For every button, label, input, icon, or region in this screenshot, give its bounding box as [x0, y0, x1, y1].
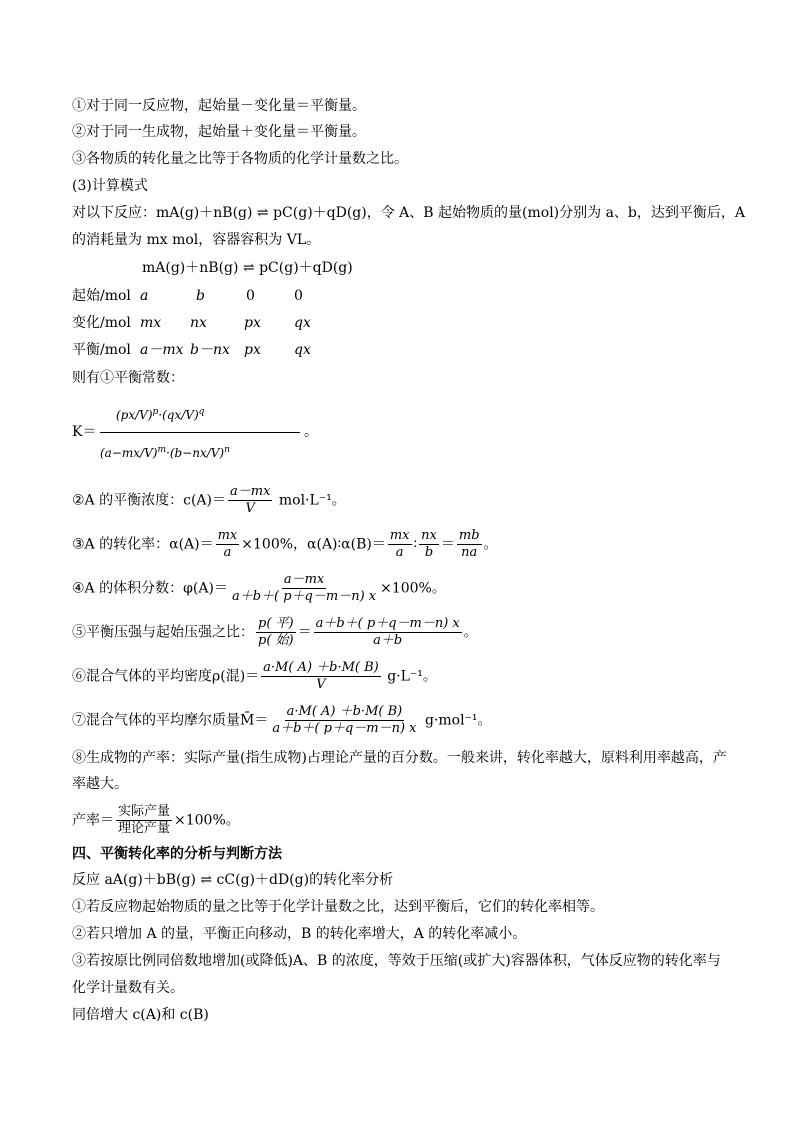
- text-line-6: 的消耗量为 mx mol，容器容积为 VL。: [72, 232, 321, 248]
- formula-k-label: K＝: [72, 424, 97, 440]
- l11-num1: mx: [217, 528, 238, 543]
- formula-k-end: 。: [304, 424, 318, 440]
- l18-den: 理论产量: [118, 821, 171, 836]
- text-line-13: [72, 616, 478, 649]
- l14-suffix: g·L⁻¹。: [382, 668, 437, 685]
- l13-fraction-2: [314, 616, 462, 649]
- cell-c: px: [244, 342, 261, 358]
- cell-b: b－nx: [190, 342, 230, 358]
- l15-suffix: g·mol⁻¹。: [420, 712, 492, 729]
- l10-suffix: mol·L⁻¹。: [274, 492, 346, 509]
- l11-den2: a: [395, 545, 404, 560]
- l18-suffix: ×100%。: [174, 812, 240, 829]
- table-row: [72, 286, 372, 306]
- table-equation: mA(g)＋nB(g) ⇌ pC(g)＋qD(g): [142, 260, 353, 276]
- l10-fraction: [228, 484, 272, 517]
- k-den-right: (b−nx/V): [169, 446, 225, 460]
- k-num-left-exp: p: [152, 407, 159, 417]
- l14-num: a·M( A) ＋b·M( B): [263, 660, 379, 675]
- text-line-20: 反应 aA(g)＋bB(g) ⇌ cC(g)＋dD(g)的转化率分析: [72, 872, 394, 888]
- text-line-8: 则有①平衡常数：: [72, 370, 184, 386]
- k-den-left: (a−mx/V): [100, 446, 158, 460]
- l11-num4: mb: [458, 528, 480, 543]
- k-den-right-exp: n: [224, 445, 230, 455]
- text-line-3: ③各物质的转化量之比等于各物质的化学计量数之比。: [72, 151, 408, 167]
- text-line-5: 对以下反应：mA(g)＋nB(g) ⇌ pC(g)＋qD(g)，令 A、B 起始物质的量(mol)分别为 a、b，达到平衡后，A: [72, 205, 745, 221]
- l11-den4: na: [461, 545, 478, 560]
- k-num-right-exp: q: [198, 407, 205, 417]
- l14-den: V: [316, 677, 326, 692]
- row-label: 平衡/mol: [72, 342, 131, 358]
- text-line-12: [72, 572, 446, 605]
- k-num-dot: ·: [158, 408, 163, 422]
- yield-formula: [72, 804, 240, 837]
- l11-fraction-3: [419, 528, 439, 561]
- l14-fraction: [261, 660, 381, 693]
- k-num-right: (qx/V): [162, 408, 199, 422]
- cell-d: 0: [294, 288, 303, 304]
- text-line-23: ③若按原比例同倍数地增加(或降低)A、B 的浓度，等效于压缩(或扩大)容器体积，气体反应物的转化率与: [72, 953, 721, 969]
- cell-c: 0: [246, 288, 255, 304]
- l11-end: 。: [483, 536, 498, 553]
- l12-prefix: ④A 的体积分数：φ(A)＝: [72, 580, 228, 597]
- l10-num: a－mx: [230, 484, 271, 499]
- l15-fraction: [270, 704, 418, 737]
- l15-den: a＋b＋( p＋q－m－n) x: [272, 721, 417, 736]
- l15-prefix: ⑦混合气体的平均摩尔质量M̄＝: [72, 712, 269, 729]
- cell-c: px: [244, 315, 261, 331]
- l11-den3: b: [424, 545, 434, 560]
- cell-d: qx: [294, 315, 311, 331]
- l12-num: a－mx: [283, 572, 325, 587]
- l10-den: V: [245, 501, 255, 516]
- l11-fraction-4: [457, 528, 482, 561]
- l18-num: 实际产量: [118, 804, 171, 819]
- l13-num2: a＋b＋( p＋q－m－n) x: [315, 616, 460, 631]
- l11-mid: ×100%，α(A)∶α(B)＝: [241, 536, 386, 553]
- text-line-2: ②对于同一生成物，起始量＋变化量＝平衡量。: [72, 124, 366, 140]
- l10-prefix: ②A 的平衡浓度：c(A)＝: [72, 492, 226, 509]
- l18-fraction: [116, 804, 172, 837]
- l13-den1: p( 始): [258, 633, 294, 648]
- l11-colon: ∶: [413, 536, 418, 553]
- cell-a: a－mx: [140, 342, 184, 358]
- l11-den1: a: [223, 545, 232, 560]
- l13-den2: a＋b: [373, 633, 403, 648]
- text-line-24: 化学计量数有关。: [72, 980, 184, 996]
- l15-num: a·M( A) ＋b·M( B): [286, 704, 403, 719]
- text-line-21: ①若反应物起始物质的量之比等于化学计量数之比，达到平衡后，它们的转化率相等。: [72, 899, 604, 915]
- cell-a: mx: [140, 315, 162, 331]
- section-heading-four: 四、平衡转化率的分析与判断方法: [72, 846, 282, 862]
- text-line-25: 同倍增大 c(A)和 c(B): [72, 1007, 209, 1023]
- l13-num1: p( 平): [258, 616, 294, 631]
- l18-prefix: 产率＝: [72, 812, 114, 829]
- l12-fraction: [230, 572, 378, 605]
- text-line-17: 率越大。: [72, 776, 128, 792]
- cell-b: nx: [190, 315, 207, 331]
- cell-d: qx: [294, 342, 311, 358]
- l12-den: a＋b＋( p＋q－m－n) x: [231, 589, 377, 604]
- formula-k-fraction: [100, 398, 300, 470]
- text-line-16: ⑧生成物的产率：实际产量(指生成物)占理论产量的百分数。一般来讲，转化率越大，原料利用率越高，产: [72, 750, 727, 766]
- k-num-left: (px/V): [116, 408, 153, 422]
- l13-prefix: ⑤平衡压强与起始压强之比：: [72, 624, 254, 641]
- row-label: 起始/mol: [72, 288, 131, 304]
- table-row: [72, 340, 372, 360]
- table-row: [72, 313, 372, 333]
- text-line-10: [72, 484, 346, 517]
- l13-fraction-1: [256, 616, 296, 649]
- k-den-dot: ·: [165, 446, 170, 460]
- row-label: 变化/mol: [72, 315, 131, 331]
- text-line-15: [72, 704, 492, 737]
- l13-end: 。: [463, 624, 478, 641]
- text-line-1: ①对于同一反应物，起始量－变化量＝平衡量。: [72, 98, 366, 114]
- l14-prefix: ⑥混合气体的平均密度ρ(混)＝: [72, 668, 260, 685]
- k-fraction-bar: [100, 432, 300, 433]
- text-line-11: [72, 528, 498, 561]
- section-heading-calc-mode: (3)计算模式: [72, 178, 148, 194]
- cell-b: b: [196, 288, 205, 304]
- text-line-22: ②若只增加 A 的量，平衡正向移动，B 的转化率增大，A 的转化率减小。: [72, 926, 527, 942]
- l11-num3: nx: [421, 528, 437, 543]
- l11-num2: mx: [389, 528, 410, 543]
- l11-prefix: ③A 的转化率：α(A)＝: [72, 536, 214, 553]
- l11-fraction-2: [388, 528, 412, 561]
- text-line-14: [72, 660, 437, 693]
- l11-fraction-1: [216, 528, 240, 561]
- k-den-left-exp: m: [157, 445, 166, 455]
- l13-eq: ＝: [297, 624, 312, 641]
- l12-suffix: ×100%。: [380, 580, 446, 597]
- cell-a: a: [140, 288, 149, 304]
- l11-eq: ＝: [440, 536, 455, 553]
